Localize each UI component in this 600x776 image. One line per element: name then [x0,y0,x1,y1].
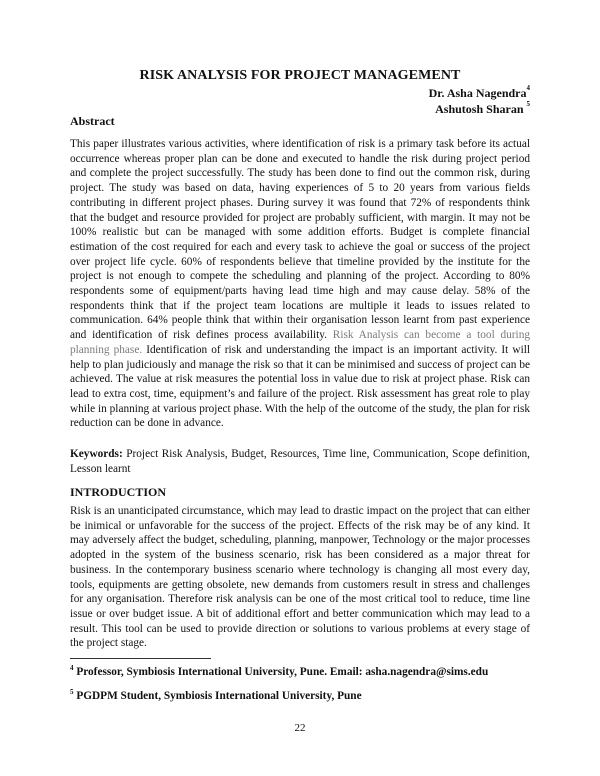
abstract-heading: Abstract [70,114,115,128]
author-2-footnote-mark[interactable]: 5 [526,100,530,108]
keywords-paragraph [70,447,530,476]
introduction-paragraph: Risk is an unanticipated circumstance, which may lead to drastic impact on the project that can either be inimical or unfavorable for the success of the project. Effects of the risk may be of any kind. It may adversely affect the budget, scheduling, planning, manpower, Technology or the major processes adopted in the system of the business scenario, risk has been considered as a major threat for business. In the contemporary business scenario where technology is changing all most every day, tools, equipments are getting obsolete, new demands from customers result in stress and challenges for any organisation. Therefore risk analysis can be one of the most critical tool to reduce, time line issue or over budget issue. A bit of additional effort and better communication which may lead to a result. This tool can be used to provide direction or solutions to various problems at every stage of the project stage. [70,505,530,650]
footnote-4-text: Professor, Symbiosis International University, Pune. Email: asha.nagendra@sims.edu [76,666,489,678]
author-1-footnote-mark[interactable]: 4 [526,84,530,92]
footnote-4 [70,666,540,678]
keywords-label: Keywords: [70,448,123,460]
footnote-5-mark: 5 [70,688,74,696]
abstract-highlight-text: Risk Analysis can become a tool during planning phase. [70,329,530,356]
keywords-text: Project Risk Analysis, Budget, Resources, Time line, Communication, Scope definition, Lesson learnt [70,448,530,475]
page-number: 22 [294,722,306,734]
footnote-5 [70,690,540,702]
abstract-text-before: This paper illustrates various activities, where identification of risk is a primary task before its actual occurrence whereas proper plan can be done and executed to handle the risk during project period and complete the project successfully. The study has been done to find out the common risk, during project. The study was based on data, having experiences of 5 to 20 years from various fields contributing in different project phases. During survey it was found that 72% of respondents think that the budget and resource provided for project are probably sufficient, with margin. It may not be 100% realistic but can be managed with some addition efforts. Budget is complete financial estimation of the cost required for each and every task to achieve the goal or success of the project over project life cycle. 60% of respondents believe that timeline provided by the institute for the project is not enough to compete the scheduling and planning of the project. According to 80% respondents some of equipment/parts having lead time high and may cause delay. 58% of the respondents think that if the project team locations are multiple it leads to issues related to communication. 64% people think that within their organisation lesson learnt from past experience and identification of risk defines process availability. [70,138,530,342]
author-1 [429,86,530,101]
abstract-paragraph [70,137,530,431]
abstract-text-after: Identification of risk and understanding the impact is an important activity. It will help to plan judiciously and manage the risk so that it can be minimised and success of project can be achieved. The value at risk measures the potential loss in value due to risk at project phase. Risk can lead to extra cost, time, equipment’s and failure of the project. Risk assessment has great role to play while in planning at various project phase. With the help of the outcome of the study, the plan for risk reduction can be done in advance. [70,343,530,430]
footnote-4-mark: 4 [70,664,74,672]
paper-title: RISK ANALYSIS FOR PROJECT MANAGEMENT [139,68,461,83]
footnote-5-text: PGDPM Student, Symbiosis International University, Pune [76,690,362,702]
author-2 [435,102,530,117]
author-2-name: Ashutosh Sharan [435,102,524,116]
footnote-divider [70,658,211,659]
introduction-heading: INTRODUCTION [70,485,167,499]
author-1-name: Dr. Asha Nagendra [428,86,527,100]
